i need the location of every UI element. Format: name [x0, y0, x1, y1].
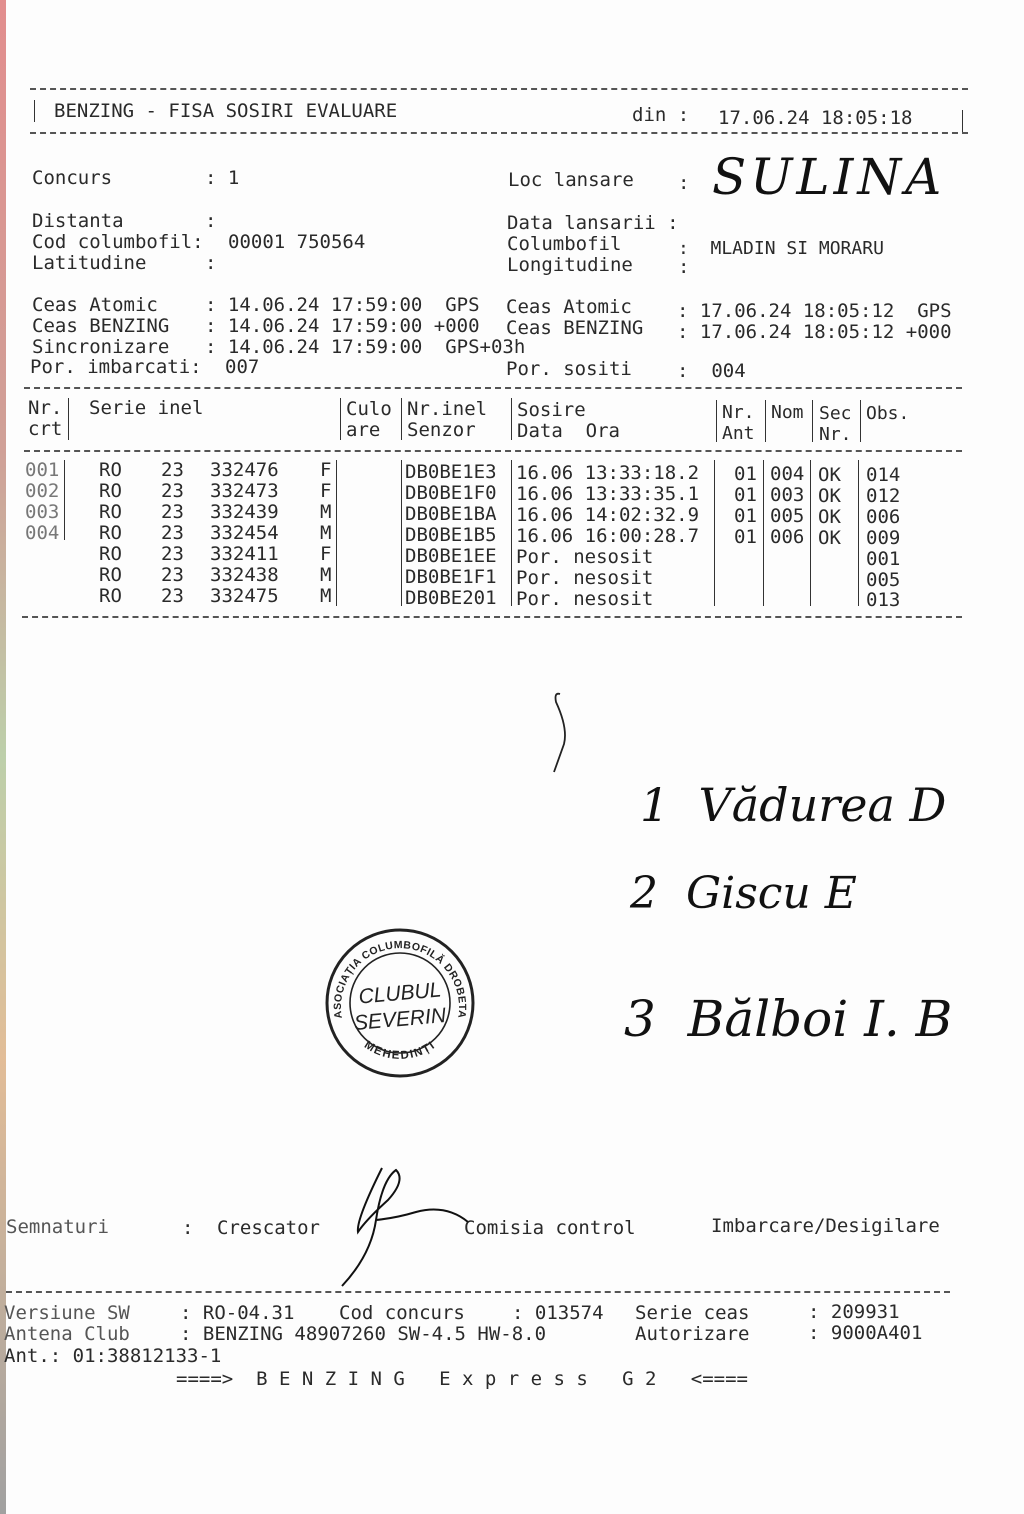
cell-sex: M	[320, 564, 332, 586]
columbofil-label: Columbofil	[507, 233, 622, 255]
din-label: din :	[632, 104, 690, 126]
cell-nr: 002	[25, 480, 60, 502]
cell-obs: 012	[866, 485, 901, 507]
cell-inel: 332476	[210, 459, 279, 481]
sep-nrinel-body	[511, 460, 512, 606]
cell-inel: 332454	[210, 522, 279, 544]
cell-sex: F	[320, 459, 332, 481]
cell-nr: 004	[25, 522, 60, 544]
cell-sec: OK	[818, 464, 841, 486]
sep-sec	[860, 400, 861, 442]
ceas-benzing-label: Ceas BENZING	[32, 315, 170, 337]
concurs-value: : 1	[205, 167, 240, 189]
cod-concurs-label: Cod concurs	[339, 1302, 465, 1324]
longitudine-label: Longitudine	[507, 254, 633, 276]
sincronizare-label: Sincronizare	[32, 336, 170, 358]
loc-lansare-colon: :	[678, 172, 690, 194]
col-sosire-header-1: Sosire	[517, 399, 586, 421]
header-bottom-rule	[30, 132, 968, 134]
sep-nr	[68, 398, 69, 440]
col-sec-header-1: Sec	[819, 403, 852, 424]
cell-tara: RO	[99, 480, 122, 502]
stamp-bottom-text: MEHEDINȚI	[362, 1039, 438, 1063]
autorizare-value: : 9000A401	[808, 1322, 923, 1344]
table-top-rule	[24, 387, 962, 389]
cell-tara: RO	[99, 522, 122, 544]
cell-an: 23	[161, 501, 184, 523]
cod-columbofil-label: Cod columbofil:	[32, 231, 204, 253]
col-nom-header: Nom	[771, 402, 804, 423]
col-nrinel-header-2: Senzor	[407, 419, 476, 441]
header-left-bar	[34, 100, 35, 122]
cell-obs: 009	[866, 527, 901, 549]
cell-inel: 332411	[210, 543, 279, 565]
din-value: 17.06.24 18:05:18	[718, 107, 913, 129]
cell-tara: RO	[99, 543, 122, 565]
cell-sosire: Por. nesosit	[516, 588, 654, 610]
sep-nom	[812, 400, 813, 442]
longitudine-value: :	[678, 256, 690, 278]
col-culoare-header-2: are	[346, 419, 381, 441]
distanta-value: :	[205, 210, 217, 232]
col-serie-header: Serie inel	[89, 397, 204, 419]
serie-ceas-label: Serie ceas	[635, 1302, 750, 1324]
comisia-control-label: Comisia control	[464, 1217, 636, 1239]
distanta-label: Distanta	[32, 210, 124, 232]
cell-sosire: 16.06 13:33:35.1	[516, 483, 700, 505]
por-sositi-label: Por. sositi	[506, 358, 632, 380]
cell-ant: 01	[734, 484, 757, 506]
cell-obs: 014	[866, 464, 901, 486]
antena-value: : BENZING 48907260 SW-4.5 HW-8.0	[180, 1323, 547, 1345]
cell-an: 23	[161, 522, 184, 544]
col-obs-header: Obs.	[866, 403, 910, 424]
cell-ant: 01	[734, 526, 757, 548]
serie-ceas-value: : 209931	[808, 1301, 900, 1323]
sincronizare-value: : 14.06.24 17:59:00 GPS+03h	[205, 336, 526, 358]
cell-senzor: DB0BE1BA	[405, 503, 497, 525]
cell-inel: 332473	[210, 480, 279, 502]
document-title: BENZING - FISA SOSIRI EVALUARE	[54, 100, 398, 122]
semnaturi-label: Semnaturi	[6, 1216, 109, 1238]
cell-tara: RO	[99, 501, 122, 523]
cell-sec: OK	[818, 506, 841, 528]
paper-left-edge	[0, 0, 6, 1514]
columbofil-value: : MLADIN SI MORARU	[678, 238, 884, 259]
autorizare-label: Autorizare	[635, 1323, 750, 1345]
sep-culoare-body	[401, 460, 402, 606]
cell-senzor: DB0BE1B5	[405, 524, 497, 546]
header-right-bar	[962, 110, 963, 134]
col-ant-header-2: Ant	[722, 423, 755, 444]
sep-ant	[765, 400, 766, 442]
antena-label: Antena Club	[4, 1323, 130, 1345]
benzing-banner: ====> B E N Z I N G E x p r e s s G 2 <====	[176, 1368, 748, 1390]
table-header-rule	[24, 450, 962, 452]
versiune-value: : RO-04.31	[180, 1302, 295, 1324]
cell-tara: RO	[99, 564, 122, 586]
col-sosire-header-2: Data Ora	[517, 420, 620, 442]
cell-sec: OK	[818, 527, 841, 549]
col-nrinel-header-1: Nr.inel	[407, 398, 488, 420]
ceas-atomic-label-2: Ceas Atomic	[506, 296, 632, 318]
pen-stroke-mark	[540, 688, 580, 778]
header-top-rule	[30, 88, 968, 90]
stamp-center-1: CLUBUL	[357, 978, 443, 1009]
cell-sosire: 16.06 16:00:28.7	[516, 525, 700, 547]
cell-obs: 001	[866, 548, 901, 570]
semnaturi-colon: :	[182, 1217, 194, 1239]
cell-sex: M	[320, 522, 332, 544]
cell-nom: 005	[770, 505, 805, 527]
latitudine-value: :	[205, 252, 217, 274]
cell-senzor: DB0BE201	[405, 587, 497, 609]
loc-lansare-handwritten: SULINA	[712, 148, 946, 206]
cell-sosire: Por. nesosit	[516, 546, 654, 568]
cell-tara: RO	[99, 585, 122, 607]
col-culoare-header-1: Culo	[346, 398, 392, 420]
cell-an: 23	[161, 480, 184, 502]
imbarcare-desigilare-label: Imbarcare/Desigilare	[711, 1215, 940, 1237]
cell-senzor: DB0BE1F0	[405, 482, 497, 504]
cell-an: 23	[161, 459, 184, 481]
ceas-benzing-value: : 14.06.24 17:59:00 +000	[205, 315, 480, 337]
cell-sex: F	[320, 543, 332, 565]
cell-sex: F	[320, 480, 332, 502]
footer-top-rule	[6, 1291, 950, 1293]
data-lansarii-label: Data lansarii :	[507, 212, 679, 234]
col-nr-header-2: crt	[28, 418, 63, 440]
cell-an: 23	[161, 585, 184, 607]
sep-nr-body	[64, 460, 65, 540]
sep-sec-body	[858, 460, 859, 606]
cell-nom: 003	[770, 484, 805, 506]
cell-sosire: 16.06 13:33:18.2	[516, 462, 700, 484]
cell-obs: 006	[866, 506, 901, 528]
ceas-atomic-value: : 14.06.24 17:59:00 GPS	[205, 294, 480, 316]
table-bottom-rule	[22, 616, 962, 618]
club-stamp	[323, 926, 477, 1080]
cell-nom: 006	[770, 526, 805, 548]
por-imbarcati-label: Por. imbarcati:	[30, 356, 202, 378]
cell-obs: 005	[866, 569, 901, 591]
col-sec-header-2: Nr.	[819, 424, 852, 445]
loc-lansare-label: Loc lansare	[508, 169, 634, 191]
cell-inel: 332439	[210, 501, 279, 523]
sep-nom-body	[810, 460, 811, 606]
cell-nom: 004	[770, 463, 805, 485]
concurs-label: Concurs	[32, 167, 113, 189]
cell-ant: 01	[734, 505, 757, 527]
cod-concurs-value: : 013574	[512, 1302, 604, 1324]
sep-sosire-body	[714, 460, 715, 606]
ceas-benzing-label-2: Ceas BENZING	[506, 317, 644, 339]
sep-sosire	[716, 400, 717, 442]
ant-line: Ant.: 01:38812133-1	[4, 1345, 222, 1367]
cell-sec: OK	[818, 485, 841, 507]
cell-an: 23	[161, 564, 184, 586]
handwritten-rank-3: 3 Bălboi I. B	[624, 990, 953, 1048]
por-imbarcati-value: 007	[225, 356, 260, 378]
handwritten-rank-1: 1 Vădurea D	[640, 778, 947, 832]
sep-nrinel	[511, 398, 512, 440]
handwritten-rank-2: 2 Giscu E	[630, 868, 857, 919]
cell-inel: 332475	[210, 585, 279, 607]
cell-senzor: DB0BE1EE	[405, 545, 497, 567]
col-ant-header-1: Nr.	[722, 402, 755, 423]
cell-obs: 013	[866, 589, 901, 611]
versiune-label: Versiune SW	[4, 1302, 130, 1324]
crescator-label: Crescator	[217, 1217, 320, 1239]
cell-senzor: DB0BE1E3	[405, 461, 497, 483]
ceas-atomic-value-2: : 17.06.24 18:05:12 GPS	[677, 300, 952, 322]
sep-culoare	[401, 398, 402, 440]
sep-ant-body	[763, 460, 764, 606]
por-sositi-value: : 004	[677, 360, 746, 382]
cell-nr: 001	[25, 459, 60, 481]
sep-serie	[340, 398, 341, 440]
ceas-benzing-value-2: : 17.06.24 18:05:12 +000	[677, 321, 952, 343]
cell-inel: 332438	[210, 564, 279, 586]
latitudine-label: Latitudine	[32, 252, 147, 274]
cell-tara: RO	[99, 459, 122, 481]
ceas-atomic-label: Ceas Atomic	[32, 294, 158, 316]
cod-columbofil-value: 00001 750564	[228, 231, 366, 253]
cell-ant: 01	[734, 463, 757, 485]
stamp-center-2: SEVERIN	[353, 1004, 447, 1035]
cell-sosire: 16.06 14:02:32.9	[516, 504, 700, 526]
sep-serie-body	[336, 460, 337, 606]
cell-sex: M	[320, 501, 332, 523]
col-nr-header-1: Nr.	[28, 397, 63, 419]
crescator-signature	[336, 1160, 476, 1290]
cell-sosire: Por. nesosit	[516, 567, 654, 589]
stamp-ring-text: ASOCIAȚIA COLUMBOFILĂ DROBETA	[331, 939, 469, 1020]
cell-senzor: DB0BE1F1	[405, 566, 497, 588]
cell-nr: 003	[25, 501, 60, 523]
cell-an: 23	[161, 543, 184, 565]
cell-sex: M	[320, 585, 332, 607]
